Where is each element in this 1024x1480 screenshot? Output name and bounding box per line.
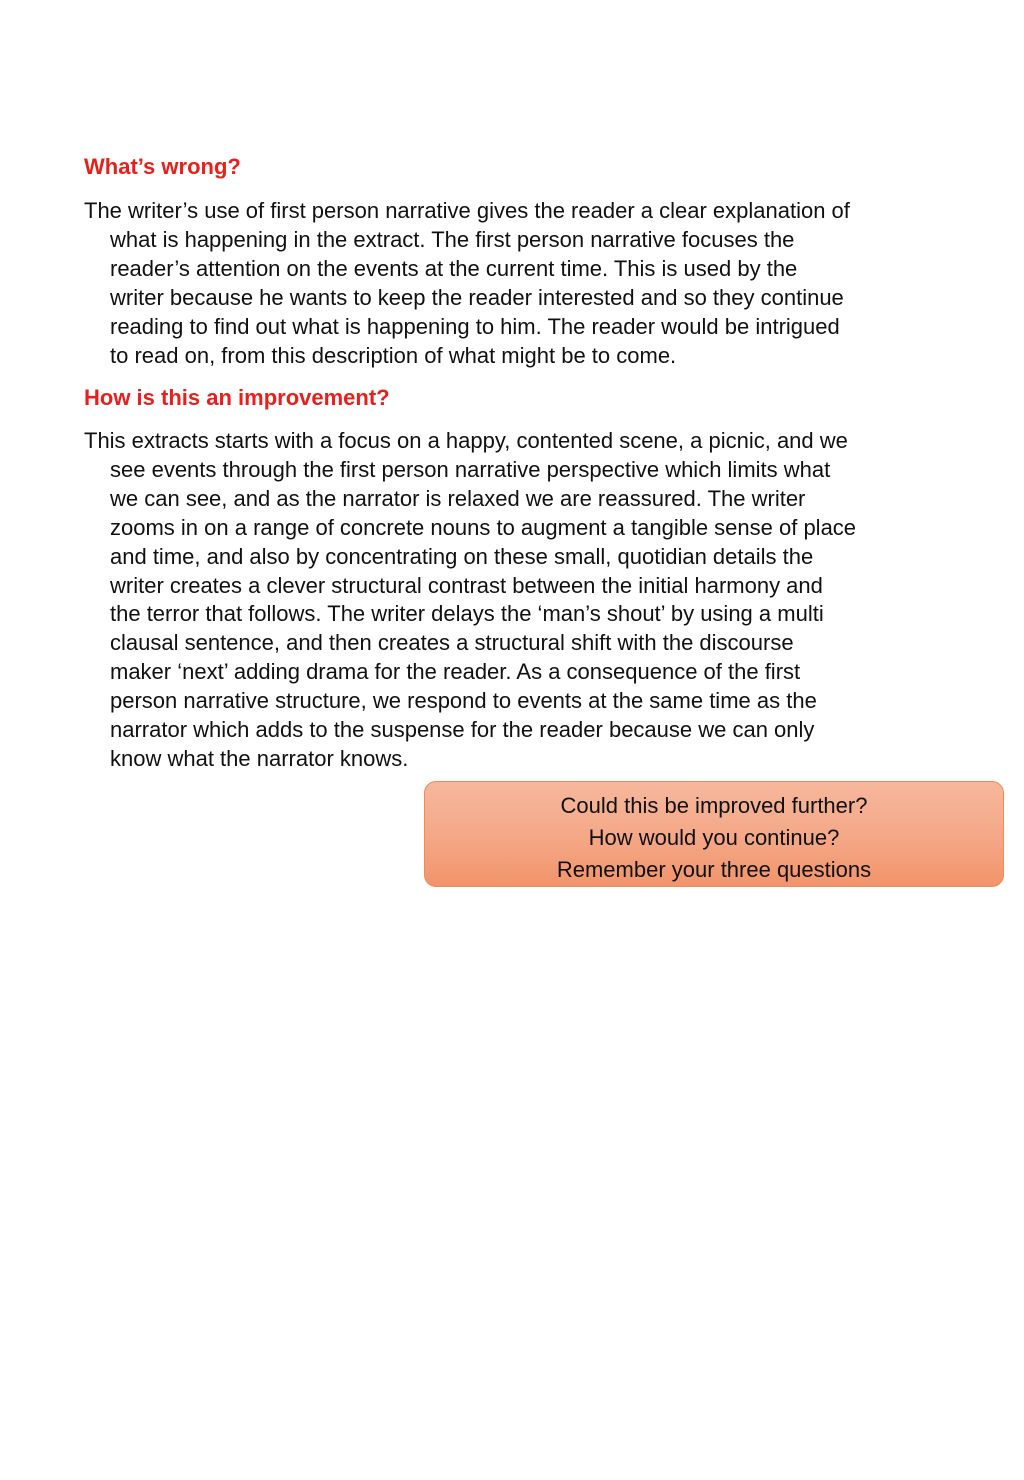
callout-line: How would you continue? [588,825,840,850]
whats-wrong-heading: What’s wrong? [84,154,241,179]
paragraph-line: what is happening in the extract. The first person narrative focuses the [110,226,795,252]
paragraph-line: and time, and also by concentrating on these small, quotidian details the [110,543,814,569]
whats-wrong-paragraph [84,197,954,370]
prompt-callout-box [424,781,1004,887]
paragraph-line: The writer’s use of first person narrative gives the reader a clear explanation of [84,198,850,223]
paragraph-line: we can see, and as the narrator is relaxed we are reassured. The writer [110,485,806,511]
paragraph-line: zooms in on a range of concrete nouns to augment a tangible sense of place [110,514,857,540]
paragraph-line: person narrative structure, we respond to events at the same time as the [110,688,817,714]
callout-line: Remember your three questions [556,857,872,882]
paragraph-line: know what the narrator knows. [110,745,409,771]
paragraph-line: writer creates a clever structural contrast between the initial harmony and [110,572,823,598]
callout-line: Could this be improved further? [560,793,868,818]
paragraph-line: clausal sentence, and then creates a structural shift with the discourse [110,630,794,656]
paragraph-line: reader’s attention on the events at the current time. This is used by the [110,255,798,281]
paragraph-line: narrator which adds to the suspense for the reader because we can only [110,717,815,743]
paragraph-line: This extracts starts with a focus on a happy, contented scene, a picnic, and we [84,428,848,453]
improvement-paragraph [84,427,954,774]
paragraph-line: reading to find out what is happening to him. The reader would be intrigued [110,313,840,339]
paragraph-line: to read on, from this description of what might be to come. [110,342,677,368]
paragraph-line: see events through the first person narrative perspective which limits what [110,456,831,482]
paragraph-line: maker ‘next’ adding drama for the reader. As a consequence of the first [110,659,801,685]
paragraph-line: writer because he wants to keep the reader interested and so they continue [110,284,844,310]
improvement-heading: How is this an improvement? [84,385,390,410]
paragraph-line: the terror that follows. The writer delays the ‘man’s shout’ by using a multi [110,601,824,627]
